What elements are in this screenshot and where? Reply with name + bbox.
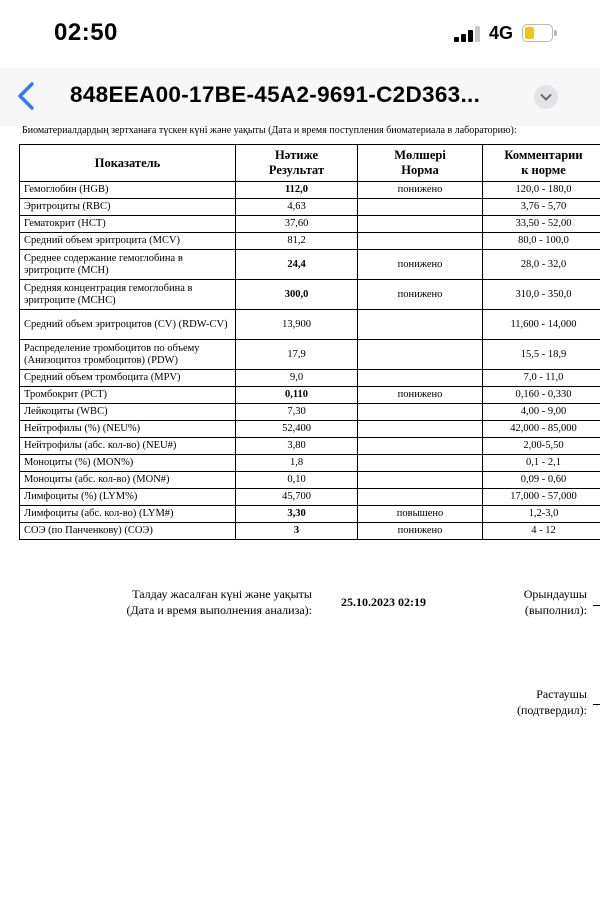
executor-signature-line [593, 605, 600, 606]
table-row [20, 404, 600, 421]
chevron-down-icon [534, 85, 558, 109]
row-norm [358, 233, 483, 250]
row-result: 9,0 [236, 370, 358, 387]
row-norm: понижено [358, 387, 483, 404]
row-result: 7,30 [236, 404, 358, 421]
executor-label: Орындаушы (выполнил): [523, 587, 587, 617]
row-reference-range: 17,000 - 57,000 [483, 489, 600, 506]
header-indicator: Показатель [20, 145, 236, 182]
analysis-date-value: 25.10.2023 02:19 [341, 595, 426, 609]
row-indicator: Лимфоциты (абс. кол-во) (LYM#) [20, 506, 236, 523]
back-button[interactable] [14, 80, 40, 112]
row-norm [358, 370, 483, 387]
navigation-bar [0, 68, 600, 126]
row-indicator: Средний объем эритроцита (MCV) [20, 233, 236, 250]
chevron-left-icon [14, 80, 40, 112]
approver-label: Растаушы (подтвердил): [516, 687, 587, 717]
table-row [20, 370, 600, 387]
row-reference-range: 120,0 - 180,0 [483, 182, 600, 199]
status-bar [0, 0, 600, 68]
row-norm [358, 421, 483, 438]
row-reference-range: 3,76 - 5,70 [483, 199, 600, 216]
row-result: 300,0 [236, 280, 358, 310]
table-row [20, 455, 600, 472]
row-reference-range: 0,09 - 0,60 [483, 472, 600, 489]
results-table [19, 144, 600, 540]
row-indicator: Лейкоциты (WBC) [20, 404, 236, 421]
row-indicator: Нейтрофилы (абс. кол-во) (NEU#) [20, 438, 236, 455]
table-row [20, 216, 600, 233]
row-norm [358, 310, 483, 340]
table-row [20, 523, 600, 540]
row-result: 0,10 [236, 472, 358, 489]
row-result: 24,4 [236, 250, 358, 280]
row-reference-range: 7,0 - 11,0 [483, 370, 600, 387]
row-reference-range: 28,0 - 32,0 [483, 250, 600, 280]
row-reference-range: 310,0 - 350,0 [483, 280, 600, 310]
row-reference-range: 42,000 - 85,000 [483, 421, 600, 438]
analysis-date-label: Талдау жасалған күні және уақыты (Дата и время выполнения анализа): [126, 587, 312, 617]
table-row [20, 506, 600, 523]
row-norm: понижено [358, 250, 483, 280]
table-row [20, 280, 600, 310]
document-title: 848EEA00-17BE-45A2-9691-C2D363... [70, 82, 481, 107]
receipt-caption: Биоматериалдардың зертханаға түскен күні және уақыты (Дата и время поступления биоматериала в лабораторию): [22, 125, 517, 136]
row-reference-range: 4 - 12 [483, 523, 600, 540]
row-reference-range: 33,50 - 52,00 [483, 216, 600, 233]
row-indicator: Гемоглобин (HGB) [20, 182, 236, 199]
row-result: 13,900 [236, 310, 358, 340]
row-reference-range: 0,160 - 0,330 [483, 387, 600, 404]
table-row [20, 472, 600, 489]
row-reference-range: 1,2-3,0 [483, 506, 600, 523]
row-result: 3 [236, 523, 358, 540]
table-row [20, 340, 600, 370]
row-norm [358, 455, 483, 472]
row-indicator: Моноциты (абс. кол-во) (MON#) [20, 472, 236, 489]
row-norm: понижено [358, 280, 483, 310]
row-norm [358, 472, 483, 489]
row-indicator: Распределение тромбоцитов по объему (Анизоцитоз тромбоцитов) (PDW) [20, 340, 236, 370]
row-result: 1,8 [236, 455, 358, 472]
row-norm [358, 340, 483, 370]
cellular-signal-icon [454, 26, 484, 42]
table-row [20, 250, 600, 280]
row-reference-range: 4,00 - 9,00 [483, 404, 600, 421]
row-norm: понижено [358, 523, 483, 540]
row-reference-range: 15,5 - 18,9 [483, 340, 600, 370]
title-menu-button[interactable] [534, 85, 558, 109]
row-reference-range: 2,00-5,50 [483, 438, 600, 455]
row-result: 17,9 [236, 340, 358, 370]
row-reference-range: 80,0 - 100,0 [483, 233, 600, 250]
row-indicator: Средняя концентрация гемоглобина в эритроците (MCHC) [20, 280, 236, 310]
row-norm [358, 489, 483, 506]
header-comment: Комментарии к норме [483, 145, 600, 182]
row-norm [358, 404, 483, 421]
row-indicator: Гематокрит (HCT) [20, 216, 236, 233]
network-type: 4G [489, 23, 514, 43]
row-result: 45,700 [236, 489, 358, 506]
row-result: 0,110 [236, 387, 358, 404]
row-result: 52,400 [236, 421, 358, 438]
table-row [20, 387, 600, 404]
row-norm: повышено [358, 506, 483, 523]
row-indicator: Эритроциты (RBC) [20, 199, 236, 216]
row-indicator: Моноциты (%) (MON%) [20, 455, 236, 472]
row-indicator: Средний объем эритроцитов (CV) (RDW-CV) [20, 310, 236, 340]
row-norm [358, 216, 483, 233]
table-row [20, 310, 600, 340]
row-indicator: Среднее содержание гемоглобина в эритроците (MCH) [20, 250, 236, 280]
row-result: 112,0 [236, 182, 358, 199]
row-indicator: СОЭ (по Панченкову) (СОЭ) [20, 523, 236, 540]
header-norm: Мөлшері Норма [358, 145, 483, 182]
row-result: 81,2 [236, 233, 358, 250]
document-page[interactable] [0, 126, 600, 914]
row-reference-range: 0,1 - 2,1 [483, 455, 600, 472]
row-indicator: Средний объем тромбоцита (MPV) [20, 370, 236, 387]
row-norm [358, 438, 483, 455]
row-norm: понижено [358, 182, 483, 199]
row-indicator: Лимфоциты (%) (LYM%) [20, 489, 236, 506]
row-reference-range: 11,600 - 14,000 [483, 310, 600, 340]
table-row [20, 438, 600, 455]
row-result: 3,30 [236, 506, 358, 523]
table-header-row [20, 145, 600, 182]
row-norm [358, 199, 483, 216]
table-row [20, 233, 600, 250]
table-row [20, 182, 600, 199]
status-time: 02:50 [54, 19, 118, 46]
row-result: 3,80 [236, 438, 358, 455]
battery-icon [522, 24, 557, 42]
row-result: 37,60 [236, 216, 358, 233]
approver-signature-line [593, 704, 600, 705]
table-row [20, 421, 600, 438]
header-result: Нәтиже Результат [236, 145, 358, 182]
row-result: 4,63 [236, 199, 358, 216]
table-row [20, 489, 600, 506]
row-indicator: Нейтрофилы (%) (NEU%) [20, 421, 236, 438]
table-row [20, 199, 600, 216]
row-indicator: Тромбокрит (PCT) [20, 387, 236, 404]
